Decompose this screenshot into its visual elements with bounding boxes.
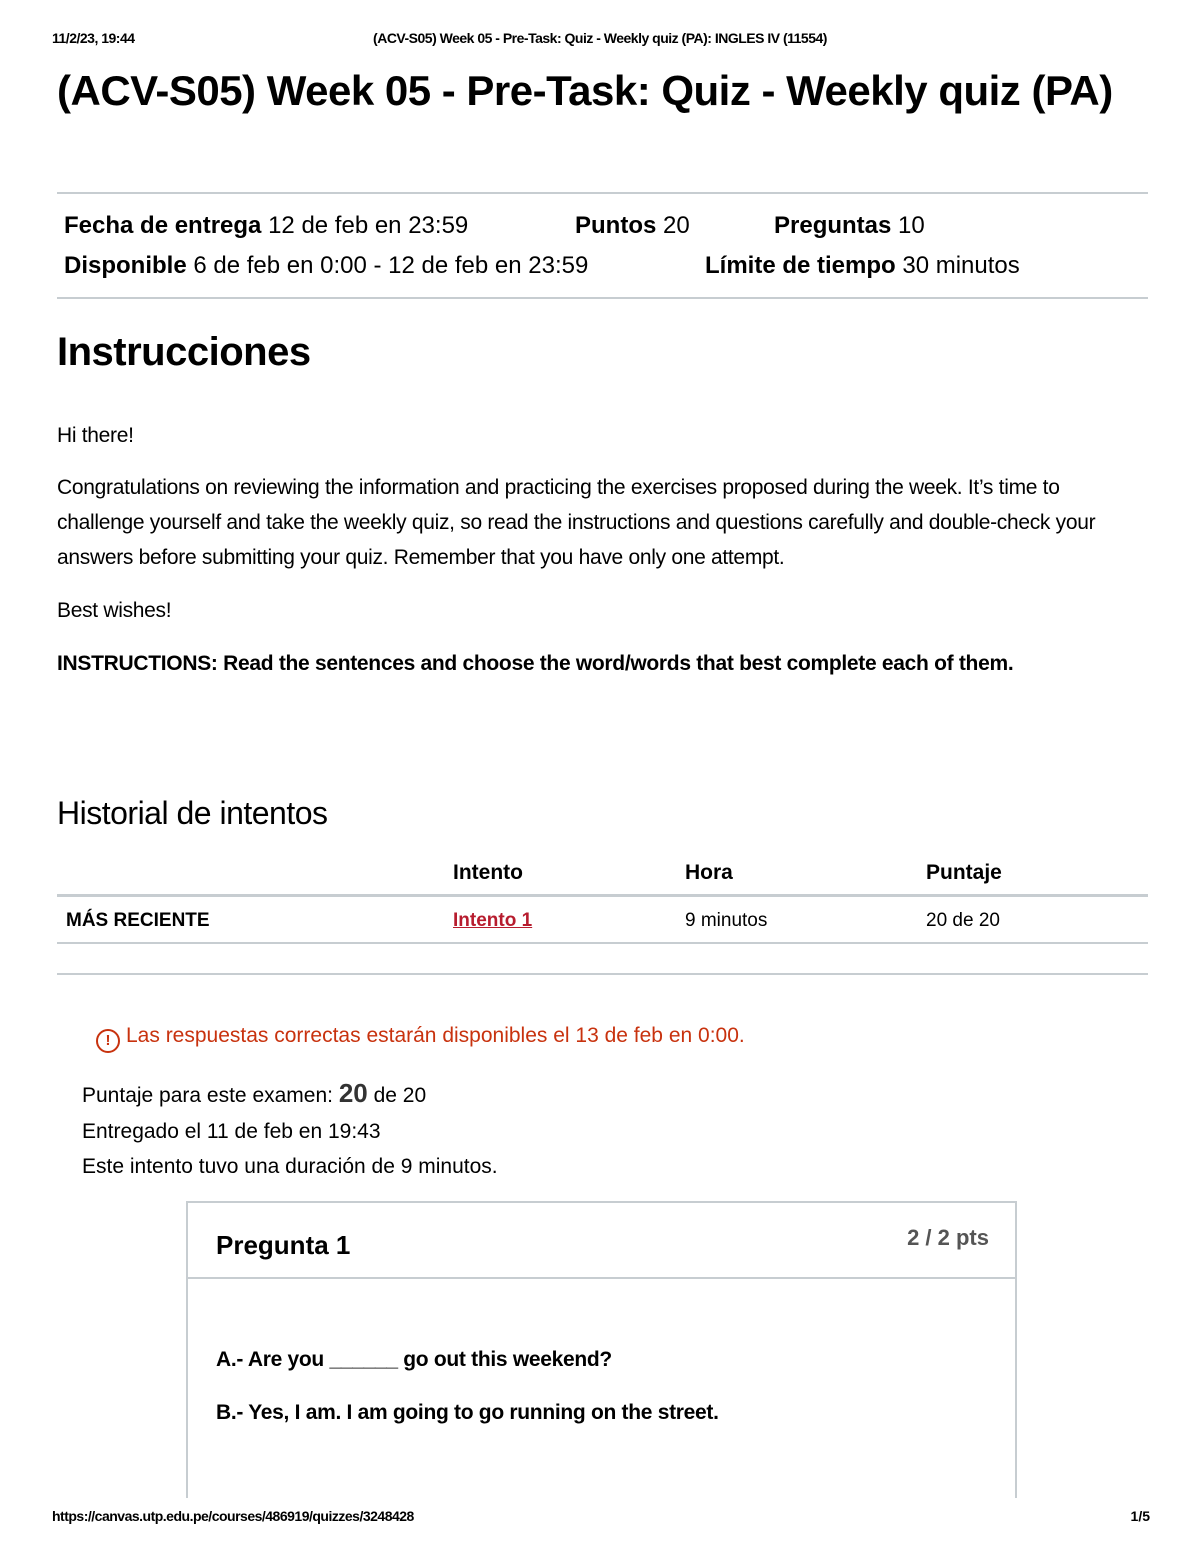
- points-value: 20: [663, 212, 690, 239]
- score-value: 20: [338, 1078, 368, 1108]
- table-cell-score: 20 de 20: [926, 910, 1000, 931]
- table-cell-attempt: [453, 910, 532, 932]
- instructions-heading: Instrucciones: [57, 330, 311, 374]
- question-line-a: A.- Are you ______ go out this weekend?: [216, 1348, 612, 1371]
- divider: [57, 192, 1148, 194]
- instructions-paragraph: Congratulations on reviewing the information and practicing the exercises proposed during the week. It’s time to challenge yourself and take the weekly quiz, so read the instructions and questions carefully and double-check your answers before submitting your quiz. Remember that you have only one attempt.: [57, 476, 1096, 569]
- page-title: (ACV-S05) Week 05 - Pre-Task: Quiz - Weekly quiz (PA): [57, 67, 1113, 114]
- score-line: [82, 1078, 426, 1109]
- column-header-attempt: Intento: [453, 861, 523, 884]
- closing-text: Best wishes!: [57, 599, 172, 622]
- due-date: [64, 212, 468, 240]
- question-points: 2 / 2 pts: [907, 1225, 989, 1250]
- submitted-text: Entregado el 11 de feb en 19:43: [82, 1120, 381, 1143]
- question-title: Pregunta 1: [216, 1230, 351, 1260]
- score-prefix: Puntaje para este examen:: [82, 1084, 333, 1107]
- time-limit-value: 30 minutos: [902, 252, 1020, 279]
- due-label: Fecha de entrega: [64, 212, 262, 239]
- time-limit-label: Límite de tiempo: [705, 252, 896, 279]
- points-label: Puntos: [575, 212, 657, 239]
- notice-text: Las respuestas correctas estarán disponibles el 13 de feb en 0:00.: [126, 1024, 745, 1047]
- answers-notice: [96, 1024, 745, 1053]
- print-page-title: (ACV-S05) Week 05 - Pre-Task: Quiz - Weekly quiz (PA): INGLES IV (11554): [373, 30, 827, 46]
- questions: [774, 212, 925, 240]
- table-header-rule: [57, 894, 1148, 897]
- questions-label: Preguntas: [774, 212, 892, 239]
- divider: [57, 973, 1148, 975]
- row-label: MÁS RECIENTE: [66, 910, 210, 931]
- bold-instructions: INSTRUCTIONS: Read the sentences and choose the word/words that best complete each of them.: [57, 652, 1014, 675]
- column-header-time: Hora: [685, 861, 733, 884]
- print-datetime: 11/2/23, 19:44: [52, 30, 135, 46]
- score-suffix: de 20: [373, 1084, 427, 1107]
- duration-text: Este intento tuvo una duración de 9 minutos.: [82, 1155, 498, 1178]
- page-number: 1/5: [1130, 1508, 1150, 1524]
- column-header-score: Puntaje: [926, 861, 1002, 884]
- greeting-text: Hi there!: [57, 424, 134, 447]
- questions-value: 10: [898, 212, 925, 239]
- divider: [57, 297, 1148, 299]
- available-value: 6 de feb en 0:00 - 12 de feb en 23:59: [193, 252, 589, 279]
- divider: [57, 942, 1148, 944]
- points: [575, 212, 690, 240]
- footer: [0, 1498, 1200, 1553]
- question-line-b: B.- Yes, I am. I am going to go running on the street.: [216, 1401, 719, 1424]
- due-value: 12 de feb en 23:59: [268, 212, 469, 239]
- table-cell-time: 9 minutos: [685, 910, 768, 931]
- availability: [64, 252, 588, 280]
- history-heading: Historial de intentos: [57, 795, 328, 831]
- time-limit: [705, 252, 1020, 280]
- info-circle-icon: !: [96, 1029, 120, 1053]
- footer-url: https://canvas.utp.edu.pe/courses/486919/quizzes/3248428: [52, 1508, 414, 1524]
- attempt-link[interactable]: Intento 1: [453, 910, 533, 931]
- question-header: [188, 1203, 1015, 1279]
- available-label: Disponible: [64, 252, 187, 279]
